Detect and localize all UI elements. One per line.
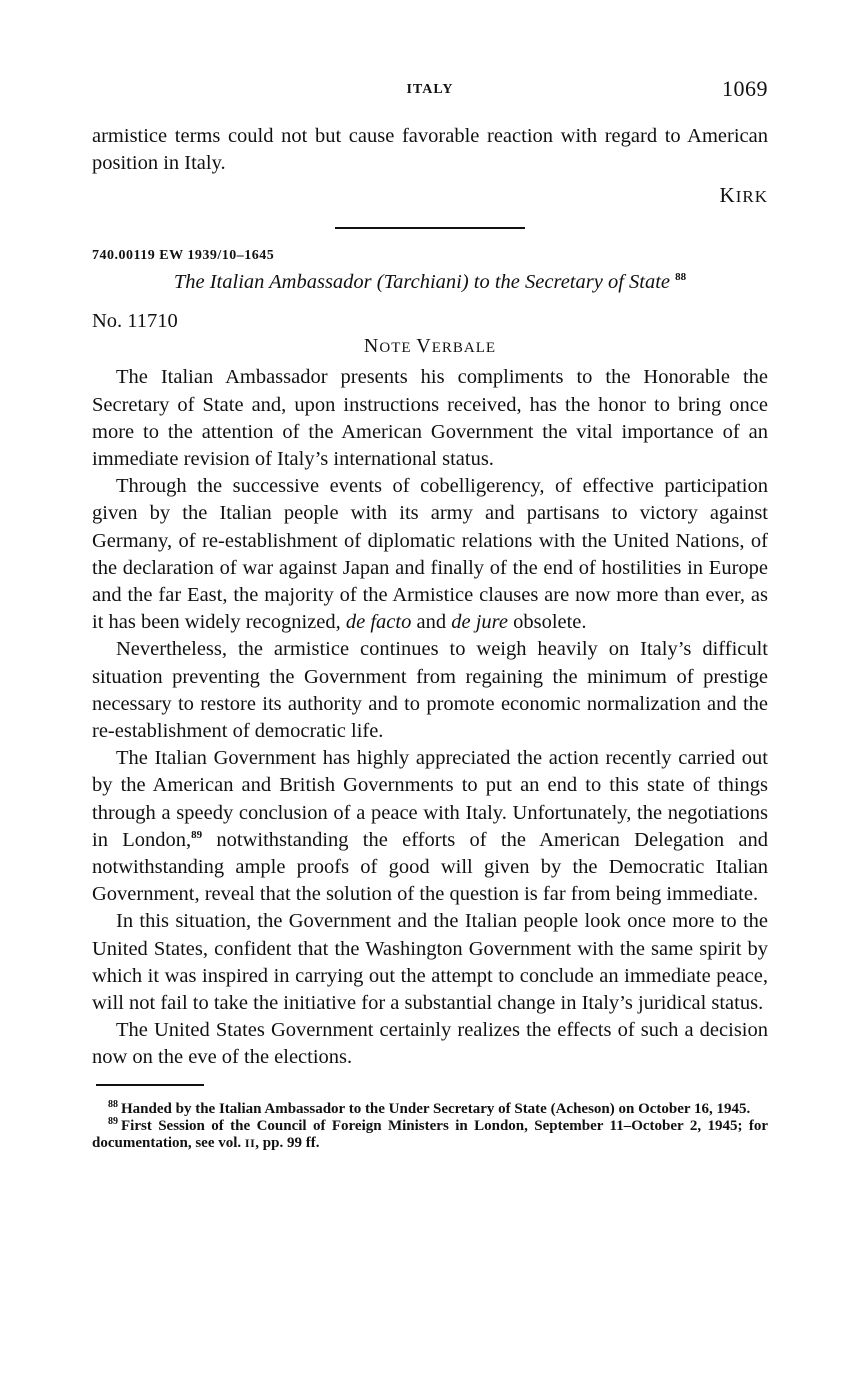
de-facto-term: de facto [345, 611, 412, 634]
section-divider [335, 227, 525, 229]
running-title: ITALY [406, 82, 454, 97]
paragraph-3: Nevertheless, the armistice continues to weigh heavily on Italy’s difficult situation preventing the Government from regaining the minimum of prestige necessary to restore its authority and to promote economic normalization and the re-establishment of democratic life. [92, 638, 768, 743]
heading-word2-initial: V [416, 335, 432, 358]
paragraph-2 [92, 473, 768, 636]
footnote-88-number: 88 [108, 1098, 118, 1110]
paragraph-2-text: Through the successive events of cobelligerency, of effective participation given by the Italian people with its army and partisans to victory against Germany, of re-establishment of diplomatic relations with the United Nations, of the declaration of war against Japan and finally of the end of hostilities in Europe and the far East, the majority of the Armistice clauses are now more than ever, as it has been widely recognized, [92, 475, 768, 634]
preceding-document-ending: armistice terms could not but cause favorable reaction with regard to American position in Italy. [92, 125, 768, 175]
footnote-ref-89[interactable]: 89 [191, 828, 203, 841]
document-title-text: The Italian Ambassador (Tarchiani) to the Secretary of State [173, 271, 671, 294]
document-title [92, 269, 768, 296]
footnote-88 [92, 1098, 768, 1118]
footnote-89-volume: II [244, 1135, 256, 1150]
heading-word2-rest: ERBALE [431, 340, 497, 357]
paragraph-6: The United States Government certainly realizes the effects of such a decision now on the eve of the elections. [92, 1019, 768, 1069]
note-body [92, 364, 768, 1071]
note-verbale-heading [92, 335, 768, 358]
footnote-divider [96, 1084, 204, 1086]
page-number: 1069 [722, 76, 768, 101]
de-jure-term: de jure [451, 611, 508, 634]
heading-word1-initial: N [363, 335, 380, 358]
footnote-89-number: 89 [108, 1115, 118, 1127]
footnote-89-text: First Session of the Council of Foreign Ministers in London, September 11–October 2, 1945; for documentation, see vol. [92, 1117, 768, 1151]
signature-initial: K [719, 183, 736, 208]
title-footnote-ref[interactable]: 88 [675, 271, 687, 284]
paragraph-4 [92, 745, 768, 908]
footnote-88-text: Handed by the Italian Ambassador to the Under Secretary of State (Acheson) on October 16, 1945. [121, 1100, 751, 1117]
heading-word1-rest: OTE [379, 340, 412, 357]
paragraph-5: In this situation, the Government and the Italian people look once more to the United States, confident that the Washington Government with the same spirit by which it was inspired in carrying out the attempt to conclude an immediate peace, will not fail to take the initiative for a substantial change in Italy’s juridical status. [92, 910, 768, 1015]
footnotes [92, 1098, 768, 1152]
signature [92, 183, 768, 208]
footnote-89-end: , pp. 99 ff. [255, 1134, 320, 1151]
paragraph-4-text: The Italian Government has highly appreciated the action recently carried out by the American and British Governments to put an end to this state of things through a speedy conclusion of a peace with Italy. Unfortunately, the negotiations in London, [92, 747, 768, 851]
document-page [92, 74, 768, 1152]
signature-rest: IRK [735, 187, 768, 207]
paragraph-1: The Italian Ambassador presents his compliments to the Honorable the Secretary of State and, upon instructions received, has the honor to bring once more to the attention of the American Government the vital importance of an immediate revision of Italy’s international status. [92, 366, 768, 471]
running-header [92, 74, 768, 108]
file-number: 740.00119 EW 1939/10–1645 [92, 248, 275, 264]
paragraph-4-end: notwithstanding the efforts of the American Delegation and notwithstanding ample proofs of good will given by the Democratic Italian Government, reveal that the solution of the question is far from being immediate. [92, 828, 768, 906]
conjunction: and [416, 611, 447, 634]
document-number: No. 11710 [92, 310, 178, 333]
footnote-89 [92, 1115, 768, 1152]
paragraph-2-end: obsolete. [513, 611, 587, 634]
